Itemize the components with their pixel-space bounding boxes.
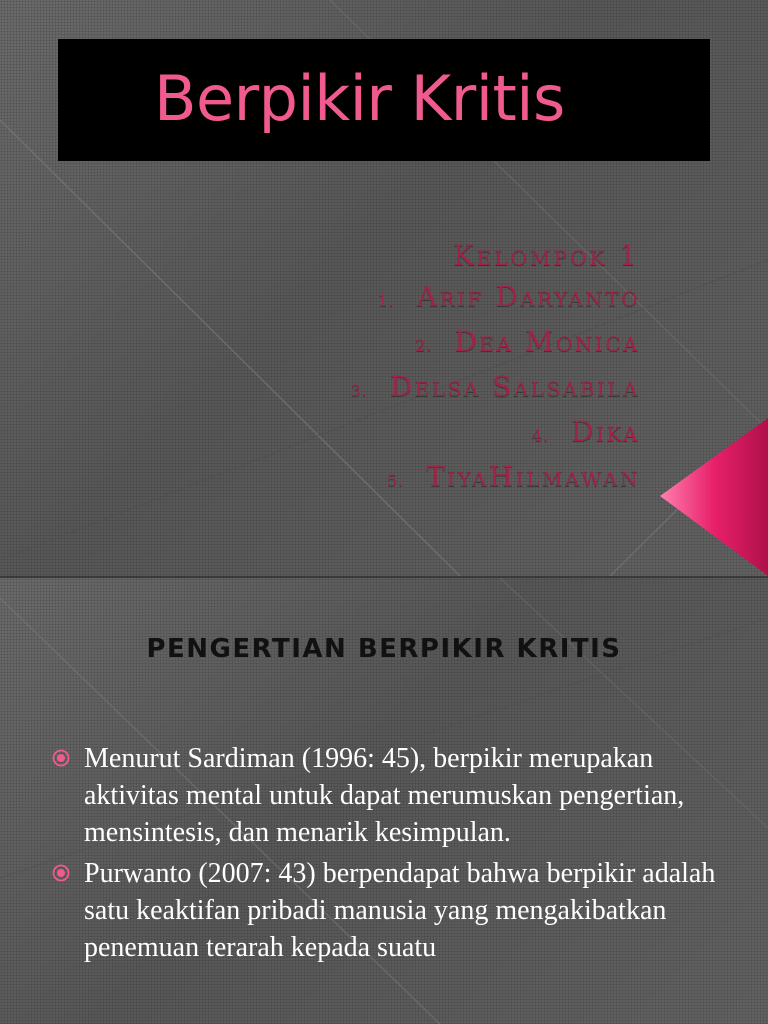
slide-definition bbox=[0, 578, 768, 1024]
group-title: Kelompok 1 bbox=[452, 239, 640, 272]
slide-title-text: Berpikir Kritis bbox=[154, 62, 565, 135]
bullet-list bbox=[48, 740, 748, 970]
member-number: 4. bbox=[531, 426, 550, 445]
member-name: Delsa Salsabila bbox=[389, 370, 640, 403]
circle-bullet-icon bbox=[52, 749, 70, 767]
member-name: Dea Monica bbox=[454, 325, 640, 358]
title-box bbox=[58, 39, 710, 161]
member-name: Dika bbox=[571, 415, 640, 448]
member-number: 2. bbox=[415, 336, 433, 355]
bullet-item bbox=[48, 855, 748, 966]
member-item bbox=[220, 411, 640, 456]
member-number: 3. bbox=[350, 381, 368, 400]
member-name: TiyaHilmawan bbox=[426, 460, 640, 493]
pink-triangle-shape bbox=[660, 418, 768, 576]
group-member-list bbox=[220, 236, 640, 501]
bullet-text: Menurut Sardiman (1996: 45), berpikir merupakan aktivitas mental untuk dapat merumuskan pengertian, mensintesis, dan menarik kesimpulan. bbox=[84, 743, 685, 848]
member-name: Arif Daryanto bbox=[416, 280, 640, 313]
bullet-item bbox=[48, 740, 748, 851]
circle-bullet-icon bbox=[52, 864, 70, 882]
member-item bbox=[220, 321, 640, 366]
section-heading: PENGERTIAN BERPIKIR KRITIS bbox=[146, 634, 622, 664]
bullet-text: Purwanto (2007: 43) berpendapat bahwa berpikir adalah satu keaktifan pribadi manusia yang mengakibatkan penemuan terarah kepada suatu bbox=[84, 858, 716, 963]
member-item bbox=[220, 456, 640, 501]
member-number: 5. bbox=[386, 471, 405, 490]
member-number: 1. bbox=[377, 291, 395, 310]
member-item bbox=[220, 276, 640, 321]
member-item bbox=[220, 366, 640, 411]
